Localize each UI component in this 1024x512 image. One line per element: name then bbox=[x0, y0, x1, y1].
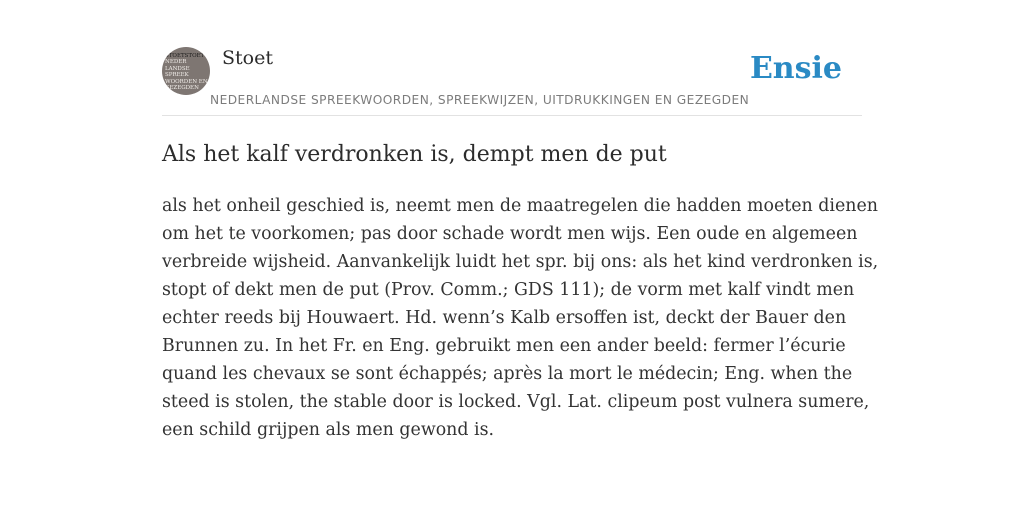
definition-line: als het onheil geschied is, neemt men de maatregelen die hadden moeten dienen bbox=[162, 196, 878, 216]
definition-line: echter reeds bij Houwaert. Hd. wenn’s Kalb ersoffen ist, deckt der Bauer den bbox=[162, 308, 847, 328]
avatar-text: SPREEK bbox=[165, 72, 189, 79]
ensie-logo-link[interactable]: Ensie bbox=[749, 51, 842, 86]
definition-line: quand les chevaux se sont échappés; après la mort le médecin; Eng. when the bbox=[162, 364, 853, 384]
definition-line: steed is stolen, the stable door is locked. Vgl. Lat. clipeum post vulnera sumere, bbox=[162, 392, 870, 412]
definition bbox=[162, 192, 879, 444]
avatar-text: LANDSE bbox=[165, 65, 190, 72]
avatar[interactable] bbox=[162, 47, 210, 95]
definition-line: een schild grijpen als men gewond is. bbox=[162, 420, 495, 440]
avatar-text: NEDER bbox=[165, 59, 187, 66]
definition-line: Brunnen zu. In het Fr. en Eng. gebruikt men een ander beeld: fermer l’écurie bbox=[162, 336, 846, 356]
definition-line: stopt of dekt men de put (Prov. Comm.; GDS 111); de vorm met kalf vindt men bbox=[162, 280, 855, 300]
avatar-text: STOETSTOET bbox=[165, 53, 205, 59]
author-link[interactable]: Stoet bbox=[222, 47, 273, 69]
source-subtitle: NEDERLANDSE SPREEKWOORDEN, SPREEKWIJZEN, UITDRUKKINGEN EN GEZEGDEN bbox=[210, 93, 750, 107]
avatar-text: GEZEGDEN bbox=[165, 85, 199, 92]
entry-title: Als het kalf verdronken is, dempt men de put bbox=[162, 142, 667, 167]
header bbox=[162, 46, 862, 116]
avatar-text: WOORDEN EN bbox=[165, 78, 208, 85]
definition-line: verbreide wijsheid. Aanvankelijk luidt het spr. bij ons: als het kind verdronken is, bbox=[162, 252, 879, 272]
definition-line: om het te voorkomen; pas door schade wordt men wijs. Een oude en algemeen bbox=[162, 224, 858, 244]
